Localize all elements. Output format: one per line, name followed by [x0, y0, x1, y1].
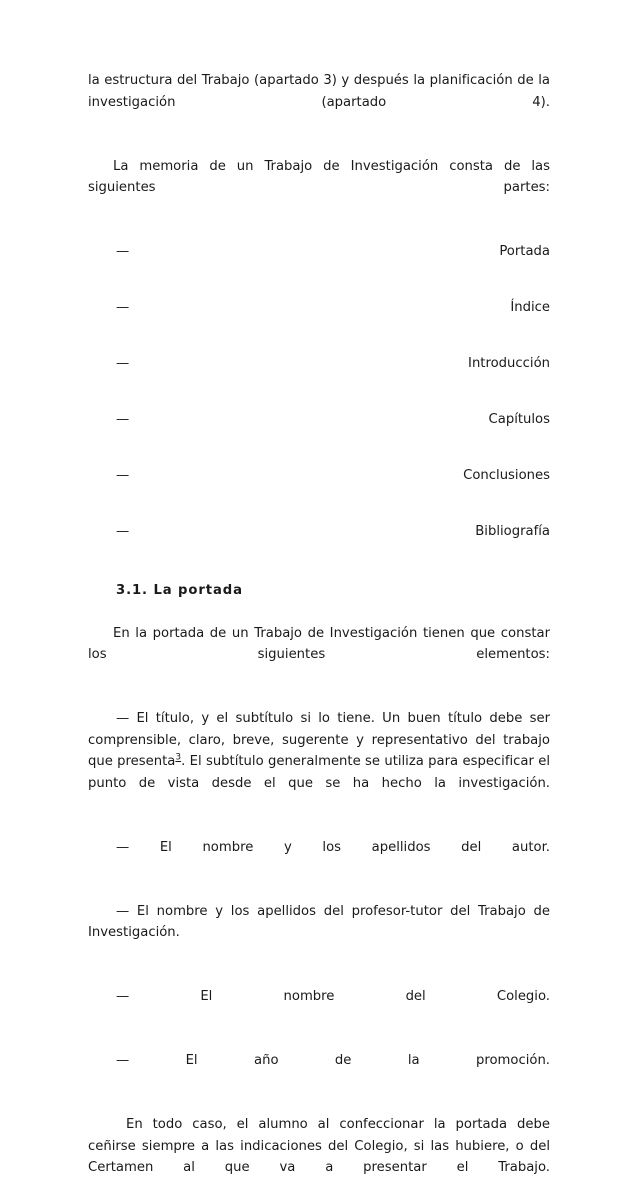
spacer: [88, 135, 550, 156]
document-body: [88, 70, 550, 1200]
list-item-titulo-text-continued: . El subtítulo generalmente se utiliza para especificar el punto de vista desde el que se ha hecho la investigación.: [88, 754, 551, 791]
spacer: [88, 452, 550, 465]
spacer: [88, 602, 550, 623]
list-item-promocion: — El año de la promoción.: [116, 1053, 550, 1068]
list-item-titulo-text: — El título, y el subtítulo si lo tiene. Un buen título debe ser comprensible, claro, breve, sugerente y representativo del trabajo que presenta: [88, 711, 550, 769]
spacer: [88, 965, 550, 986]
list-item-colegio: — El nombre del Colegio.: [116, 989, 550, 1004]
spacer: [88, 340, 550, 353]
spacer: [88, 220, 550, 241]
list-item-indice: — Índice: [116, 300, 550, 315]
list-item-capitulos: — Capítulos: [116, 412, 550, 427]
list-item-bibliografia: — Bibliografía: [116, 524, 550, 539]
spacer: [88, 1093, 550, 1114]
intro-paragraph: la estructura del Trabajo (apartado 3) y después la planificación de la investigación (apartado 4).: [88, 73, 550, 110]
list-item-titulo: [88, 708, 550, 816]
footnote-reference-3[interactable]: 3: [175, 752, 182, 763]
spacer: [88, 1029, 550, 1050]
section-heading-3-1: 3.1. La portada: [116, 583, 243, 598]
spacer: [88, 816, 550, 837]
memoria-paragraph: La memoria de un Trabajo de Investigación consta de las siguientes partes:: [88, 158, 550, 195]
spacer: [88, 284, 550, 297]
spacer: [88, 880, 550, 901]
closing-paragraph: En todo caso, el alumno al confeccionar la portada debe ceñirse siempre a las indicaciones del Colegio, si las hubiere, o del Certamen al que va a presentar el Trabajo.: [88, 1117, 550, 1175]
spacer: [88, 687, 550, 708]
list-item-profesor-tutor: — El nombre y los apellidos del profesor-tutor del Trabajo de Investigación.: [88, 903, 550, 940]
spacer: [88, 564, 550, 580]
list-item-introduccion: — Introducción: [116, 356, 550, 371]
list-item-autor: — El nombre y los apellidos del autor.: [116, 839, 550, 855]
portada-paragraph: En la portada de un Trabajo de Investigación tienen que constar los siguientes elementos:: [88, 625, 550, 662]
list-item-portada: — Portada: [116, 244, 550, 259]
list-item-conclusiones: — Conclusiones: [116, 468, 550, 483]
spacer: [88, 396, 550, 409]
spacer: [88, 508, 550, 521]
